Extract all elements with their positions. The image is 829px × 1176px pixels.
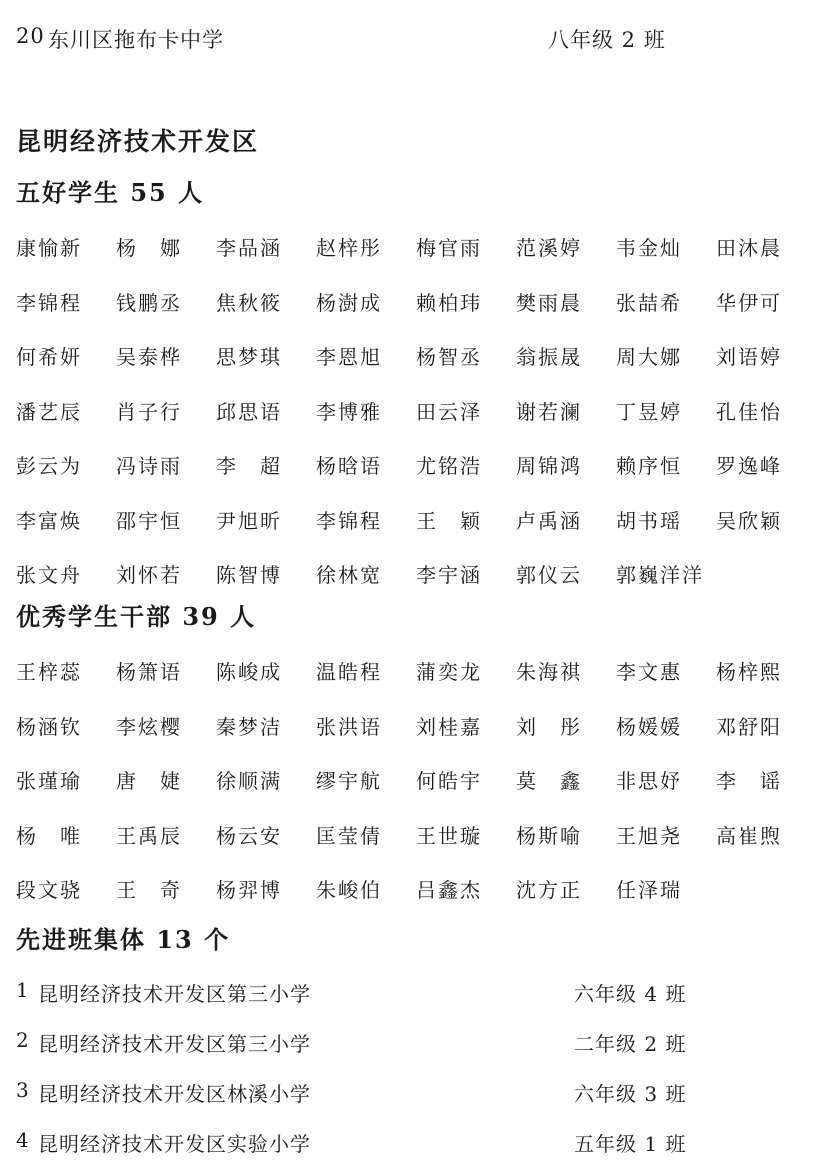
student-name: 杨 唯 (16, 823, 82, 848)
student-name: 徐顺满 (216, 769, 282, 793)
student-name: 李富焕 (16, 508, 82, 533)
student-name: 郭仪云 (516, 563, 582, 587)
student-name: 杨涵钦 (16, 714, 82, 739)
student-name: 赖序恒 (616, 454, 682, 478)
student-name: 李炫樱 (116, 714, 182, 739)
student-name: 李 谣 (716, 769, 782, 793)
class-row-class: 六年级 4 班 (574, 982, 687, 1006)
student-name: 李恩旭 (316, 345, 382, 369)
student-name: 张喆希 (616, 290, 682, 315)
student-name: 刘语婷 (716, 345, 782, 369)
class-row-class: 二年级 2 班 (574, 1032, 687, 1056)
student-name: 李宇涵 (416, 563, 482, 587)
student-name: 杨羿博 (216, 878, 282, 902)
student-name: 邱思语 (216, 399, 282, 424)
student-name: 思梦琪 (216, 345, 282, 369)
student-name: 王世璇 (416, 823, 482, 848)
student-name: 胡书瑶 (616, 508, 682, 533)
student-name: 杨澍成 (316, 290, 382, 315)
entry-number: 20 (16, 24, 45, 48)
student-name: 李 超 (216, 454, 282, 478)
class-row-school: 昆明经济技术开发区第三小学 (38, 1032, 311, 1056)
student-name: 彭云为 (16, 454, 82, 478)
student-name: 匡莹倩 (316, 823, 382, 848)
student-name: 杨梓熙 (716, 660, 782, 684)
student-name: 赖柏玮 (416, 290, 482, 315)
student-name: 刘桂嘉 (416, 714, 482, 739)
student-name: 杨晗语 (316, 454, 382, 478)
student-name: 唐 婕 (116, 769, 182, 793)
student-name: 朱海祺 (516, 660, 582, 684)
student-name: 何皓宇 (416, 769, 482, 793)
student-name: 肖子行 (116, 399, 182, 424)
student-name: 莫 鑫 (516, 769, 582, 793)
student-name: 樊雨晨 (516, 290, 582, 315)
student-name: 李文惠 (616, 660, 682, 684)
classes-heading: 先进班集体 13 个 (16, 925, 231, 954)
class-row-number: 3 (16, 1078, 30, 1102)
student-name: 孔佳怡 (716, 399, 782, 424)
student-name: 段文骁 (16, 878, 82, 902)
student-name: 沈方正 (516, 878, 582, 902)
student-name: 吴泰桦 (116, 345, 182, 369)
entry-school: 东川区拖布卡中学 (48, 28, 224, 52)
student-name: 张洪语 (316, 714, 382, 739)
student-name: 李品涵 (216, 236, 282, 260)
student-name: 李博雅 (316, 399, 382, 424)
class-row-number: 4 (16, 1128, 30, 1152)
student-name: 冯诗雨 (116, 454, 182, 478)
cadres-heading: 优秀学生干部 39 人 (16, 602, 257, 631)
entry-class: 八年级 2 班 (548, 28, 666, 52)
student-name: 华伊可 (716, 290, 782, 315)
student-name: 蒲奕龙 (416, 660, 482, 684)
student-name: 杨 娜 (116, 236, 182, 260)
district-title: 昆明经济技术开发区 (16, 127, 260, 156)
class-row-school: 昆明经济技术开发区实验小学 (38, 1132, 311, 1156)
student-name: 邵宇恒 (116, 508, 182, 533)
student-name: 周锦鸿 (516, 454, 582, 478)
student-name: 吴欣颖 (716, 508, 782, 533)
student-name: 钱鹏丞 (116, 290, 182, 315)
student-name: 王梓蕊 (16, 660, 82, 684)
student-name: 范溪婷 (516, 236, 582, 260)
student-name: 秦梦洁 (216, 714, 282, 739)
student-name: 尤铭浩 (416, 454, 482, 478)
student-name: 陈智博 (216, 563, 282, 587)
student-name: 田沐晨 (716, 236, 782, 260)
student-name: 梅官雨 (416, 236, 482, 260)
student-name: 王旭尧 (616, 823, 682, 848)
student-name: 高崔煦 (716, 823, 782, 848)
student-name: 康愉新 (16, 236, 82, 260)
class-row-class: 六年级 3 班 (574, 1082, 687, 1106)
student-name: 罗逸峰 (716, 454, 782, 478)
student-name: 非思妤 (616, 769, 682, 793)
student-name: 邓舒阳 (716, 714, 782, 739)
class-row-school: 昆明经济技术开发区林溪小学 (38, 1082, 311, 1106)
student-name: 尹旭昕 (216, 508, 282, 533)
student-name: 杨智丞 (416, 345, 482, 369)
student-name: 潘艺辰 (16, 399, 82, 424)
student-name: 杨媛媛 (616, 714, 682, 739)
student-name: 张瑾瑜 (16, 769, 82, 793)
class-row-number: 1 (16, 978, 30, 1002)
student-name: 朱峻伯 (316, 878, 382, 902)
student-name: 丁昱婷 (616, 399, 682, 424)
student-name: 韦金灿 (616, 236, 682, 260)
student-name: 张文舟 (16, 563, 82, 587)
student-name: 何希妍 (16, 345, 82, 369)
student-name: 焦秋筱 (216, 290, 282, 315)
student-name: 缪宇航 (316, 769, 382, 793)
student-name: 刘怀若 (116, 563, 182, 587)
student-name: 陈峻成 (216, 660, 282, 684)
student-name: 温皓程 (316, 660, 382, 684)
class-row-school: 昆明经济技术开发区第三小学 (38, 982, 311, 1006)
student-name: 李锦程 (16, 290, 82, 315)
student-name: 周大娜 (616, 345, 682, 369)
student-name: 翁振晟 (516, 345, 582, 369)
student-name: 杨箫语 (116, 660, 182, 684)
student-name: 谢若澜 (516, 399, 582, 424)
student-name: 田云泽 (416, 399, 482, 424)
class-row-class: 五年级 1 班 (574, 1132, 687, 1156)
class-row-number: 2 (16, 1028, 30, 1052)
five-good-heading: 五好学生 55 人 (16, 178, 205, 207)
student-name: 王禹辰 (116, 823, 182, 848)
student-name: 李锦程 (316, 508, 382, 533)
student-name: 王 奇 (116, 878, 182, 902)
student-name: 刘 彤 (516, 714, 582, 739)
student-name: 吕鑫杰 (416, 878, 482, 902)
student-name: 赵梓彤 (316, 236, 382, 260)
student-name: 杨斯喻 (516, 823, 582, 848)
student-name: 徐林宽 (316, 563, 382, 587)
student-name: 郭巍洋洋 (616, 563, 704, 587)
student-name: 卢禹涵 (516, 508, 582, 533)
student-name: 杨云安 (216, 823, 282, 848)
student-name: 任泽瑞 (616, 878, 682, 902)
student-name: 王 颖 (416, 508, 482, 533)
